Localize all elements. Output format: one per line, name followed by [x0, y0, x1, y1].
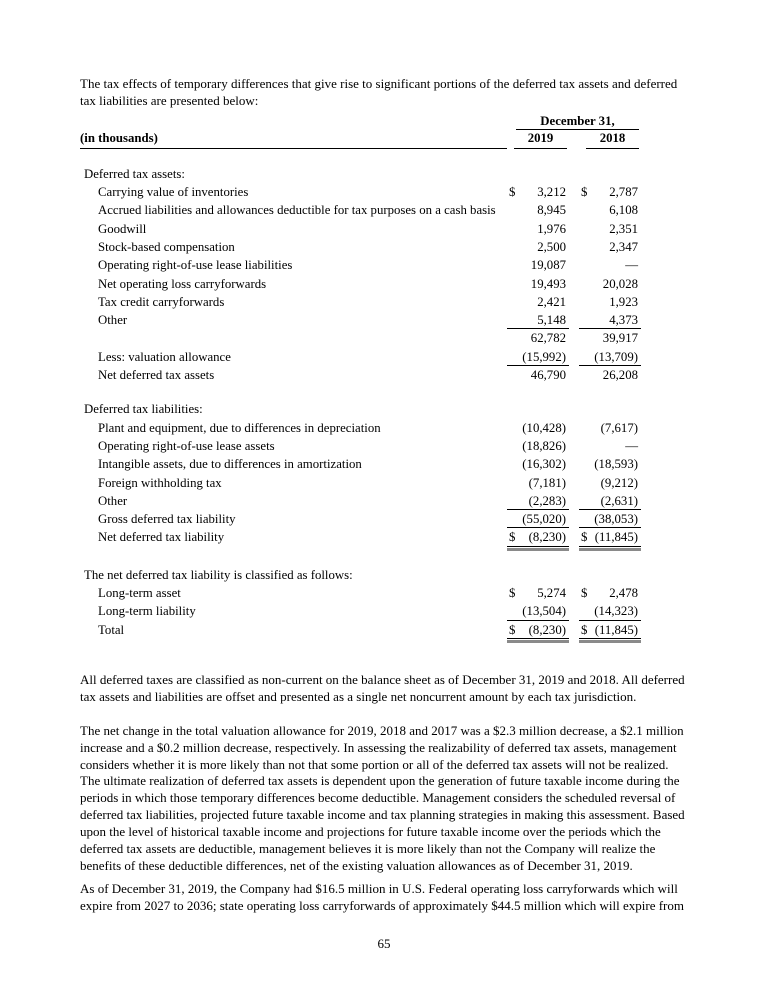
row-label: Goodwill: [98, 221, 147, 236]
table-header-date-row: [80, 112, 690, 130]
table-row: [80, 311, 690, 329]
value-2019: [507, 238, 569, 256]
dollar-sign: $: [509, 185, 516, 200]
row-label: Net deferred tax liability: [98, 530, 225, 545]
value-2019: [507, 528, 569, 546]
amount: (55,020): [522, 512, 566, 527]
body-paragraphs: [80, 672, 690, 915]
amount: (38,053): [594, 512, 638, 527]
amount: (14,323): [594, 604, 638, 619]
subtotal-row: [80, 329, 690, 347]
value-2018: [579, 201, 641, 219]
row-label: Stock-based compensation: [98, 240, 235, 254]
table-row: [80, 437, 690, 455]
value-2018: [579, 474, 641, 492]
amount: 2,787: [609, 185, 638, 200]
table-row: [80, 455, 690, 473]
value-2018: [579, 621, 641, 639]
column-group-header: December 31,: [516, 112, 639, 130]
amount: 1,976: [537, 221, 566, 236]
table-header-year-row: [80, 130, 690, 149]
amount: (8,230): [528, 530, 566, 545]
spacer: [569, 275, 579, 293]
amount: (15,992): [522, 349, 566, 364]
value-2018: [579, 602, 641, 620]
amount: (13,504): [522, 604, 566, 619]
spacer: [569, 510, 579, 528]
row-label: Operating right-of-use lease liabilities: [98, 258, 293, 273]
table-row: [80, 584, 690, 602]
amount: 6,108: [609, 203, 638, 218]
value-2018: [579, 584, 641, 602]
spacer: [80, 112, 516, 130]
row-label: Intangible assets, due to differences in amortization: [98, 457, 362, 472]
spacer: [641, 528, 690, 546]
dollar-sign: $: [581, 622, 588, 637]
section-heading: The net deferred tax liability is classified as follows:: [84, 567, 353, 582]
value-2019: [507, 220, 569, 238]
section-heading: Deferred tax assets:: [84, 166, 185, 181]
spacer: [569, 584, 579, 602]
column-header-2018: 2018: [586, 129, 639, 149]
section-heading: Deferred tax liabilities:: [84, 402, 203, 417]
spacer: [641, 201, 690, 219]
amount: 62,782: [530, 331, 566, 346]
amount: 2,421: [537, 294, 566, 309]
value-2019: [507, 474, 569, 492]
column-header-2019: 2019: [514, 129, 567, 149]
value-2019: [507, 366, 569, 384]
spacer: [569, 455, 579, 473]
spacer: [641, 419, 690, 437]
table-row: [80, 474, 690, 492]
value-2019: [507, 621, 569, 639]
spacer: [639, 112, 690, 130]
value-2018: [579, 293, 641, 311]
spacer: [569, 528, 579, 546]
amount: 26,208: [602, 368, 638, 383]
dollar-sign: $: [581, 185, 588, 200]
row-label: Less: valuation allowance: [98, 349, 231, 364]
total-row: [80, 366, 690, 384]
spacer: [641, 366, 690, 384]
row-label: Plant and equipment, due to differences in depreciation: [98, 420, 381, 435]
spacer: [641, 293, 690, 311]
spacer: [641, 348, 690, 366]
amount: —: [625, 258, 638, 273]
value-2019: [507, 329, 569, 347]
amount: 2,351: [609, 221, 638, 236]
table-row: [80, 256, 690, 274]
value-2018: [579, 348, 641, 366]
total-row: [80, 621, 690, 639]
row-label: Long-term asset: [98, 586, 181, 601]
spacer: [641, 437, 690, 455]
row-label: Other: [98, 493, 128, 508]
paragraph: All deferred taxes are classified as non-current on the balance sheet as of December 31, 2019 and 2018. All deferred tax assets and liabilities are offset and presented as a single net noncurrent amount by each tax jurisdiction.: [80, 671, 685, 704]
spacer: [569, 419, 579, 437]
spacer: [569, 366, 579, 384]
amount: (16,302): [522, 457, 566, 472]
spacer: [569, 238, 579, 256]
table-row: [80, 220, 690, 238]
amount: 46,790: [530, 368, 566, 383]
row-label: Net operating loss carryforwards: [98, 276, 267, 291]
row-label: Tax credit carryforwards: [98, 294, 225, 309]
value-2019: [507, 492, 569, 510]
amount: 2,478: [609, 586, 638, 601]
value-2019: [507, 584, 569, 602]
amount: 4,373: [609, 313, 638, 328]
dollar-sign: $: [581, 530, 588, 545]
value-2018: [579, 437, 641, 455]
amount: 2,347: [609, 240, 638, 254]
value-2018: [579, 510, 641, 528]
spacer: [641, 602, 690, 620]
value-2019: [507, 311, 569, 329]
amount: (2,631): [600, 493, 638, 508]
spacer: [641, 510, 690, 528]
value-2019: [507, 201, 569, 219]
spacer: [641, 183, 690, 201]
amount: (18,826): [522, 438, 566, 453]
amount: 20,028: [602, 276, 638, 291]
value-2018: [579, 366, 641, 384]
paragraph: As of December 31, 2019, the Company had $16.5 million in U.S. Federal operating loss carryforwards which will expire from 2027 to 2036; state operating loss carryforwards of approximately $44.5 million which will expire from: [80, 880, 684, 913]
value-2018: [579, 311, 641, 329]
table-row: [80, 419, 690, 437]
section-heading-row: [80, 400, 690, 418]
spacer: [641, 584, 690, 602]
intro-paragraph: The tax effects of temporary differences that give rise to significant portions of the deferred tax assets and deferred tax liabilities are presented below:: [80, 76, 678, 108]
table-row: [80, 238, 690, 256]
amount: 1,923: [609, 294, 638, 309]
amount: (11,845): [594, 530, 638, 545]
amount: 2,500: [537, 240, 566, 254]
value-2018: [579, 238, 641, 256]
value-2018: [579, 455, 641, 473]
spacer: [569, 183, 579, 201]
amount: (7,181): [528, 475, 566, 490]
amount: 19,493: [530, 276, 566, 291]
amount: 8,945: [537, 203, 566, 218]
spacer: [641, 329, 690, 347]
dollar-sign: $: [509, 586, 516, 601]
value-2019: [507, 293, 569, 311]
total-row: [80, 528, 690, 546]
row-label: Operating right-of-use lease assets: [98, 438, 275, 453]
dollar-sign: $: [509, 622, 516, 637]
row-label: Gross deferred tax liability: [98, 512, 236, 527]
classification-section: [80, 566, 690, 639]
amount: (13,709): [594, 349, 638, 364]
table-row: [80, 201, 690, 219]
row-label: Foreign withholding tax: [98, 475, 222, 490]
amount: (2,283): [528, 493, 566, 508]
value-2018: [579, 492, 641, 510]
value-2018: [579, 528, 641, 546]
spacer: [641, 492, 690, 510]
amount: (10,428): [522, 420, 566, 435]
table-row: [80, 275, 690, 293]
paragraph: The net change in the total valuation allowance for 2019, 2018 and 2017 was a $2.3 million decrease, a $2.1 million increase and a $0.2 million decrease, respectively. In assessing the realizability of deferred tax assets, management considers whether it is more likely than not that some portion or all of the deferred tax assets will not be realized. The ultimate realization of deferred tax assets is dependent upon the generation of future taxable income during the periods in which those temporary differences become deductible. Management considers the scheduled reversal of deferred tax liabilities, projected future taxable income and tax planning strategies in making this assessment. Based upon the level of historical taxable income and projections for future taxable income over the periods which the deferred tax assets are deductible, management believes it is more likely than not the Company will realize the benefits of these deductible differences, net of the existing valuation allowances as of December 31, 2019.: [80, 722, 685, 873]
units-label: (in thousands): [80, 129, 507, 149]
table-row: [80, 492, 690, 510]
value-2019: [507, 275, 569, 293]
value-2019: [507, 510, 569, 528]
deferred-tax-table: [80, 112, 690, 639]
value-2018: [579, 220, 641, 238]
amount: —: [625, 438, 638, 453]
spacer: [641, 238, 690, 256]
spacer: [569, 602, 579, 620]
row-label: [80, 329, 507, 347]
table-row: [80, 183, 690, 201]
spacer: [641, 621, 690, 639]
amount: 5,148: [537, 313, 566, 328]
amount: (18,593): [594, 457, 638, 472]
spacer: [569, 437, 579, 455]
section-heading-row: [80, 566, 690, 584]
spacer: [569, 311, 579, 329]
value-2018: [579, 256, 641, 274]
spacer: [569, 474, 579, 492]
dollar-sign: $: [581, 586, 588, 601]
row-label: Other: [98, 313, 128, 328]
row-label: Net deferred tax assets: [98, 368, 215, 383]
amount: (9,212): [600, 475, 638, 490]
amount: (8,230): [528, 622, 566, 637]
table-row: [80, 293, 690, 311]
amount: (7,617): [600, 420, 638, 435]
value-2018: [579, 419, 641, 437]
spacer: [641, 474, 690, 492]
spacer: [569, 256, 579, 274]
spacer: [569, 621, 579, 639]
row-label: Carrying value of inventories: [98, 185, 249, 200]
value-2018: [579, 183, 641, 201]
row-label: Total: [98, 622, 125, 637]
dollar-sign: $: [509, 530, 516, 545]
row-label: Long-term liability: [98, 604, 196, 619]
spacer: [641, 256, 690, 274]
spacer: [569, 492, 579, 510]
table-row: [80, 602, 690, 620]
row-label: Accrued liabilities and allowances deductible for tax purposes on a cash basis: [98, 203, 496, 218]
value-2019: [507, 348, 569, 366]
spacer: [569, 293, 579, 311]
value-2019: [507, 419, 569, 437]
value-2019: [507, 455, 569, 473]
value-2019: [507, 437, 569, 455]
page-number: 65: [377, 936, 391, 951]
amount: 3,212: [537, 185, 566, 200]
spacer: [569, 329, 579, 347]
amount: (11,845): [594, 622, 638, 637]
spacer: [569, 348, 579, 366]
spacer: [641, 455, 690, 473]
section-heading-row: [80, 165, 690, 183]
amount: 19,087: [530, 258, 566, 273]
value-2019: [507, 183, 569, 201]
value-2019: [507, 602, 569, 620]
amount: 39,917: [602, 331, 638, 346]
amount: 5,274: [537, 586, 566, 601]
table-row: [80, 510, 690, 528]
liabilities-section: [80, 400, 690, 546]
spacer: [641, 275, 690, 293]
spacer: [569, 220, 579, 238]
spacer: [641, 311, 690, 329]
value-2018: [579, 329, 641, 347]
assets-section: [80, 165, 690, 385]
spacer: [569, 201, 579, 219]
value-2019: [507, 256, 569, 274]
value-2018: [579, 275, 641, 293]
spacer: [641, 220, 690, 238]
table-row: [80, 348, 690, 366]
